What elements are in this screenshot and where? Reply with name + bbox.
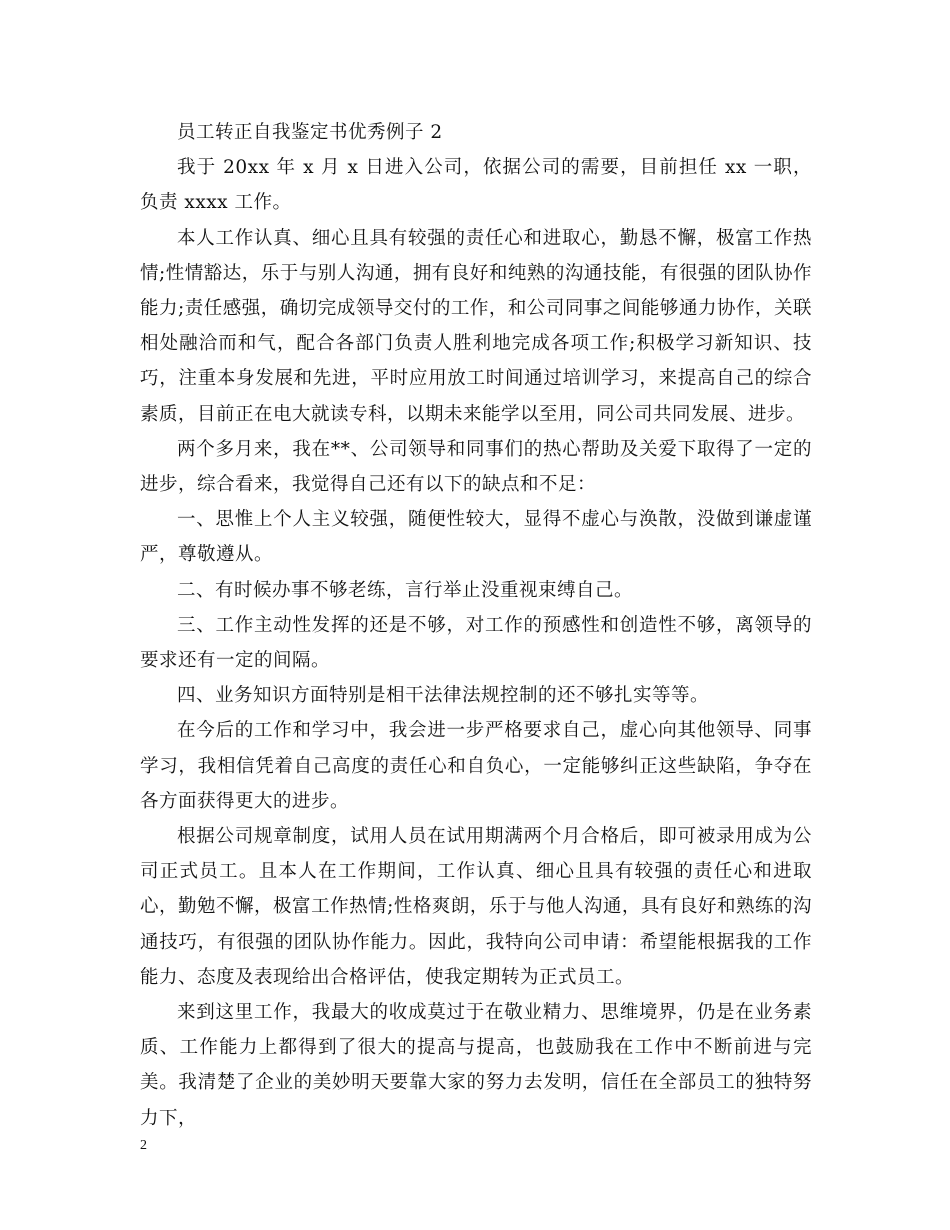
page-number: 2 bbox=[140, 1138, 147, 1153]
paragraph: 四、业务知识方面特别是相干法律法规控制的还不够扎实等等。 bbox=[177, 685, 710, 707]
document-title: 员工转正自我鉴定书优秀例子 2 bbox=[177, 122, 443, 143]
paragraph: 三、工作主动性发挥的还是不够，对工作的预感性和创造性不够，离领导的要求还有一定的间隔。 bbox=[140, 614, 812, 672]
paragraph: 我于 20xx 年 x 月 x 日进入公司，依据公司的需要，目前担任 xx 一职，负责 xxxx 工作。 bbox=[140, 157, 812, 214]
document-body bbox=[140, 115, 812, 1136]
paragraph: 根据公司规章制度，试用人员在试用期满两个月合格后，即可被录用成为公司正式员工。且本人在工作期间，工作认真、细心且具有较强的责任心和进取心，勤勉不懈，极富工作热情;性格爽朗，乐于与他人沟通，具有良好和熟练的沟通技巧，有很强的团队协作能力。因此，我特向公司申请：希望能根据我的工作能力、态度及表现给出合格评估，使我定期转为正式员工。 bbox=[140, 826, 812, 988]
paragraph: 二、有时候办事不够老练，言行举止没重视束缚自己。 bbox=[177, 579, 634, 601]
paragraph: 两个多月来，我在**、公司领导和同事们的热心帮助及关爱下取得了一定的进步，综合看来，我觉得自己还有以下的缺点和不足： bbox=[140, 438, 812, 496]
paragraph: 在今后的工作和学习中，我会进一步严格要求自己，虚心向其他领导、同事学习，我相信凭着自己高度的责任心和自负心，一定能够纠正这些缺陷，争夺在各方面获得更大的进步。 bbox=[140, 720, 812, 812]
paragraph: 来到这里工作，我最大的收成莫过于在敬业精力、思维境界，仍是在业务素质、工作能力上都得到了很大的提高与提高，也鼓励我在工作中不断前进与完美。我清楚了企业的美妙明天要靠大家的努力去发明，信任在全部员工的独特努力下， bbox=[140, 1002, 812, 1129]
paragraph: 一、思惟上个人主义较强，随便性较大，显得不虚心与涣散，没做到谦虚谨严，尊敬遵从。 bbox=[140, 509, 812, 566]
paragraph: 本人工作认真、细心且具有较强的责任心和进取心，勤恳不懈，极富工作热情;性情豁达，乐于与别人沟通，拥有良好和纯熟的沟通技能，有很强的团队协作能力;责任感强，确切完成领导交付的工作，和公司同事之间能够通力协作，关联相处融洽而和气，配合各部门负责人胜利地完成各项工作;积极学习新知识、技巧，注重本身发展和先进，平时应用放工时间通过培训学习，来提高自己的综合素质，目前正在电大就读专科，以期未来能学以至用，同公司共同发展、进步。 bbox=[140, 227, 812, 425]
